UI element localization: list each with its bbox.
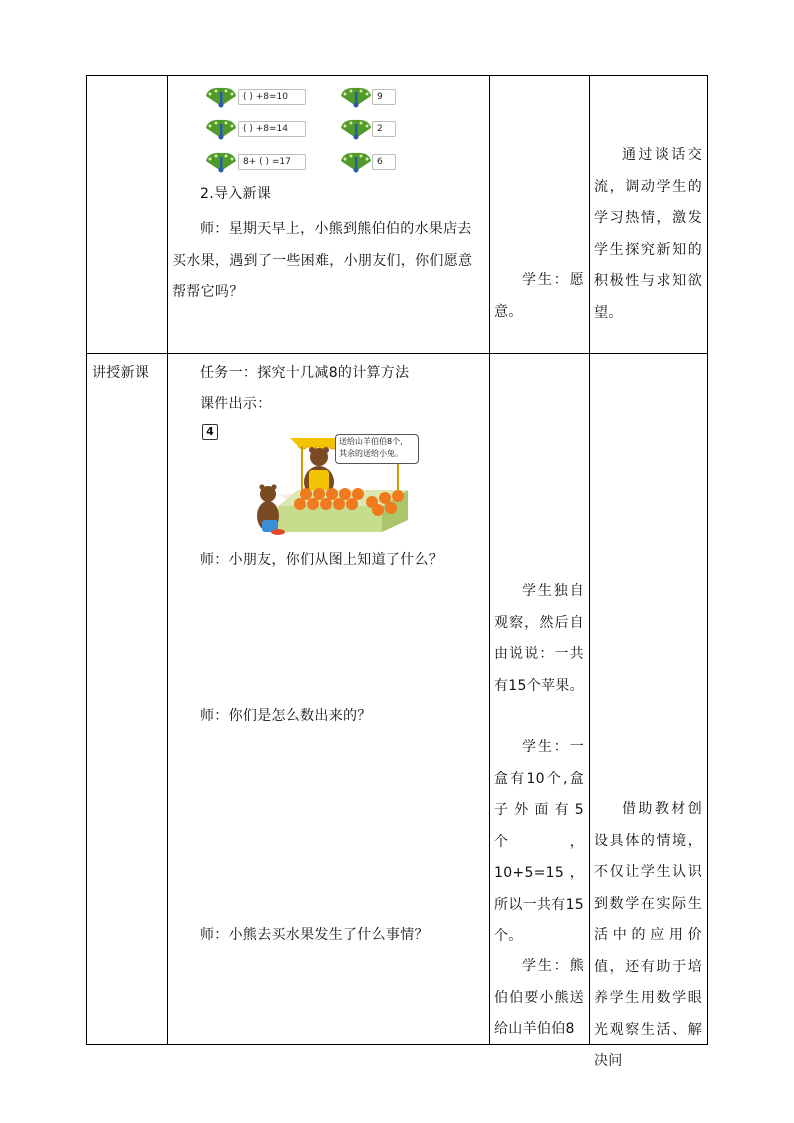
answer-value: 2	[372, 121, 396, 137]
teacher-dialogue: 师：星期天早上，小熊到熊伯伯的水果店去买水果，遇到了一些困难，小朋友们，你们愿意帮帮它吗？	[172, 221, 473, 300]
table-left-border	[86, 75, 87, 1045]
peacock-icon	[204, 84, 238, 108]
column-divider-2	[489, 75, 490, 1045]
peacock-icon	[339, 84, 373, 108]
column-divider-1	[167, 75, 168, 1045]
speech-bubble	[335, 434, 419, 464]
student-response: 学生：熊伯伯要小熊送给山羊伯伯8	[494, 958, 584, 1037]
section-heading: 2.导入新课	[200, 186, 272, 202]
task-title: 任务一：探究十几减8的计算方法	[200, 365, 410, 381]
speech-bubble-line: 其余的送给小兔。	[339, 449, 403, 458]
peacock-icon	[339, 149, 373, 173]
fruit-stall-illustration	[202, 424, 418, 540]
figure-number-badge: 4	[202, 424, 218, 440]
design-intent: 通过谈话交流，调动学生的学习热情，激发学生探究新知的积极性与求知欲望。	[594, 147, 702, 321]
exercise-expression: ( ) +8=10	[238, 89, 306, 105]
exercise-expression: 8+ ( ) =17	[238, 154, 306, 170]
teacher-question: 师：小熊去买水果发生了什么事情？	[200, 927, 429, 943]
student-response: 学生：一盒有10个,盒子外面有5个，10+5=15，所以一共有15个。	[494, 739, 584, 944]
student-response: 学生：愿意。	[494, 272, 584, 320]
section-label: 讲授新课	[92, 365, 150, 381]
peacock-icon	[204, 149, 238, 173]
answer-value: 6	[372, 154, 396, 170]
answer-value: 9	[372, 89, 396, 105]
courseware-label: 课件出示：	[200, 396, 272, 412]
peacock-icon	[339, 116, 373, 140]
speech-bubble-line: 送给山羊伯伯8个，	[339, 437, 409, 446]
exercise-expression: ( ) +8=14	[238, 121, 306, 137]
table-right-border	[707, 75, 708, 1045]
row-divider	[86, 353, 708, 354]
teacher-question: 师：小朋友，你们从图上知道了什么？	[200, 552, 444, 568]
design-intent: 借助教材创设具体的情境，不仅让学生认识到数学在实际生活中的应用价值，还有助于培养学生用数学眼光观察生活、解决问	[594, 801, 702, 1069]
column-divider-3	[589, 75, 590, 1045]
student-response: 学生独自观察，然后自由说说：一共有15个苹果。	[494, 583, 584, 694]
peacock-icon	[204, 116, 238, 140]
teacher-question: 师：你们是怎么数出来的？	[200, 708, 372, 724]
table-top-border	[86, 75, 708, 76]
